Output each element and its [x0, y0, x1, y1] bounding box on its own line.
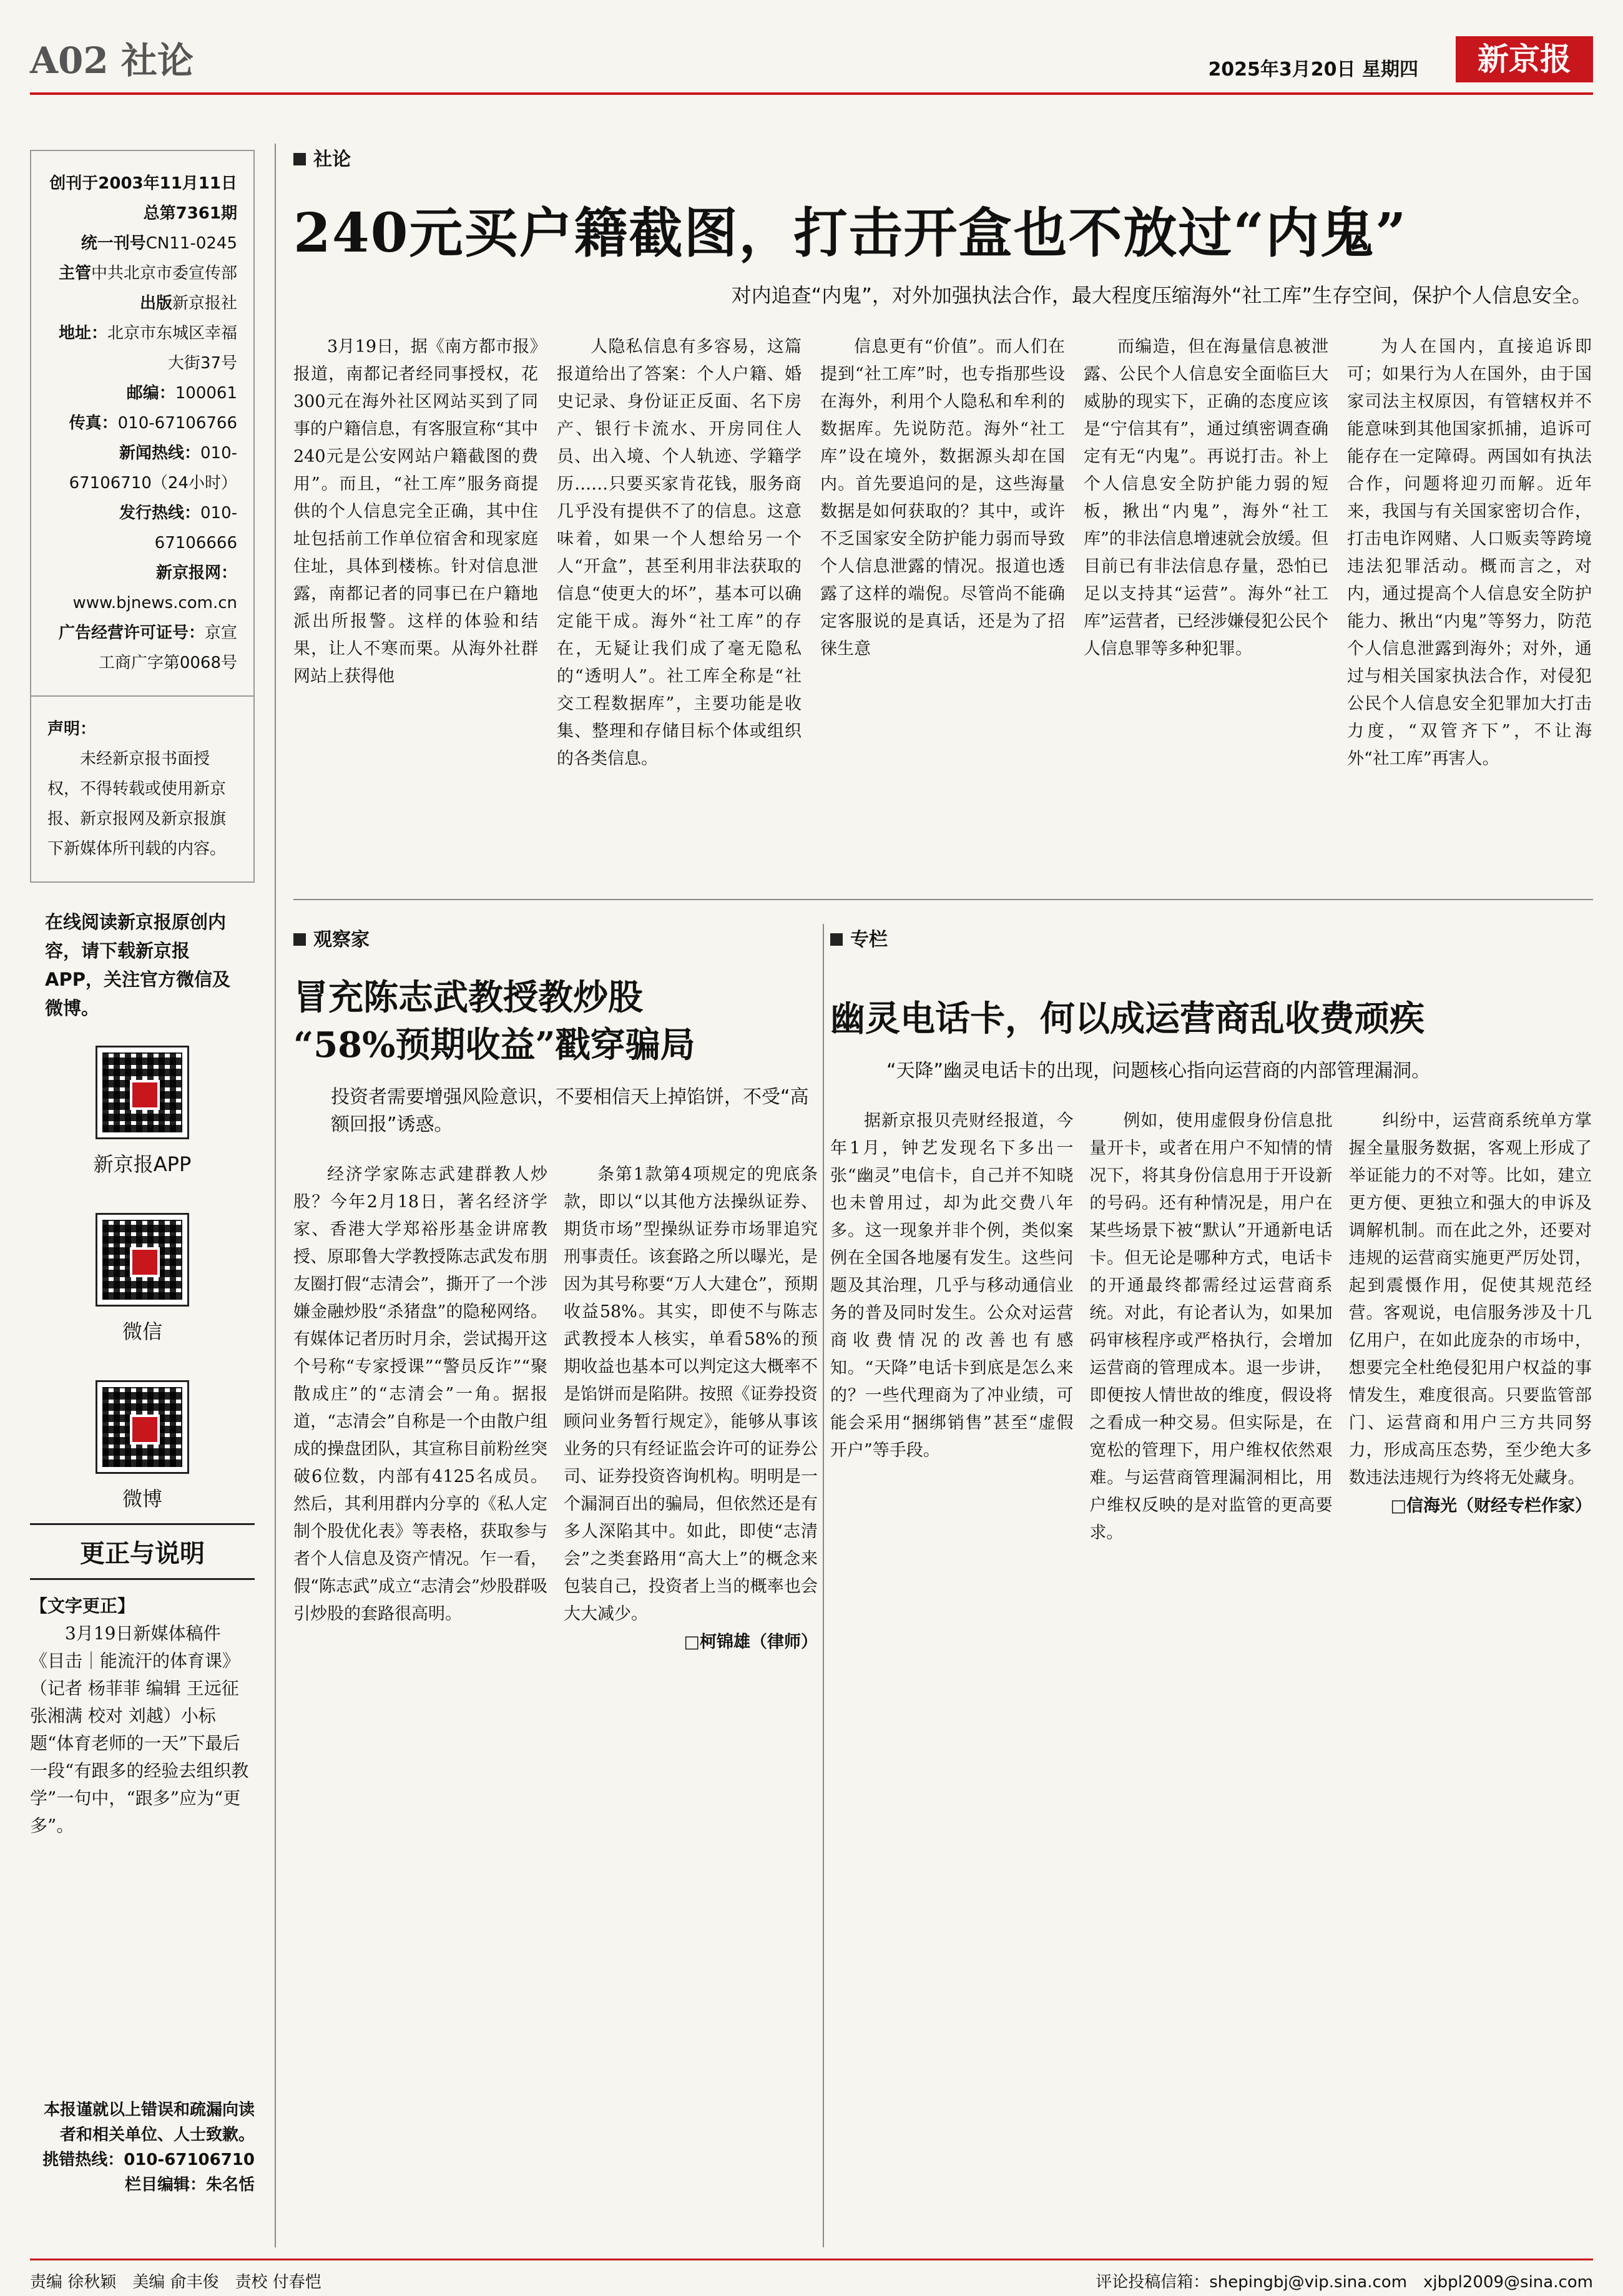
correction-box — [30, 1523, 255, 1840]
author-byline: □信海光（财经专栏作家） — [1390, 1496, 1592, 1516]
publication-info-line: 出版新京报社 — [139, 294, 237, 313]
section-tag: 观察家 — [293, 924, 818, 951]
page-footer — [30, 2259, 1593, 2292]
correction-title: 更正与说明 — [30, 1523, 255, 1580]
column-article — [830, 924, 1592, 1547]
observer-article — [293, 924, 818, 1652]
statement-text: 未经新京报书面授权，不得转载或使用新京报、新京报网及新京报旗下新媒体所刊载的内容。 — [47, 750, 227, 858]
header-rule — [30, 92, 1593, 95]
article-title: 幽灵电话卡，何以成运营商乱收费顽疾 — [830, 998, 1424, 1039]
qr-code-icon[interactable] — [97, 1215, 187, 1305]
masthead-logo: 新京报 — [1456, 36, 1593, 82]
sidebar — [30, 150, 255, 1549]
publication-info-line: 广告经营许可证号：京宣工商广字第0068号 — [58, 624, 237, 672]
divider — [275, 144, 276, 2247]
body-column: 信息更有“价值”。而人们在提到“社工库”时，也专指那些设在海外，利用个人隐私和牟利的数据库。先说防范。海外“社工库”设在境外，数据源头却在国内。首先要追问的是，这些海量数据是如何获取的？其中，或许不乏国家安全防护能力弱而导致个人信息泄露的情况。报道也透露了这样的端倪。尽管尚不能确定客服说的是真话，还是为了招徕生意 — [820, 337, 1065, 659]
footer-editors: 责编 徐秋颖 美编 俞丰俊 责校 付春恺 — [30, 2273, 321, 2292]
qr-label-app: 新京报APP — [93, 1152, 192, 1176]
qr-label-weibo: 微博 — [122, 1487, 162, 1511]
publication-info-line: 新闻热线：010-67106710（24小时） — [69, 444, 237, 493]
publication-info-line: 传真：010-67106766 — [69, 414, 237, 433]
qr-code-icon[interactable] — [97, 1047, 187, 1137]
qr-label-wechat: 微信 — [122, 1320, 162, 1343]
apology-note — [30, 2097, 255, 2197]
publication-info-line: 新京报网：www.bjnews.com.cn — [72, 564, 237, 612]
body-column: 例如，使用虚假身份信息批量开卡，或者在用户不知情的情况下，将其身份信息用于开设新的号码。还有种情况是，用户在某些场景下被“默认”开通新电话卡。但无论是哪种方式，电话卡的开通最终都需经过运营商系统。对此，有论者认为，如果加码审核程序或严格执行，会增加运营商的管理成本。退一步讲，即便按人情世故的维度，假设将之看成一种交易。但实际是，在宽松的管理下，用户维权依然艰难。与运营商管理漏洞相比，用户维权反映的是对监管的更高要求。 — [1089, 1111, 1333, 1543]
page-header — [30, 25, 1593, 94]
footer-contact[interactable]: 评论投稿信箱：shepingbj@vip.sina.com xjbpl2009@sina.com — [1096, 2273, 1593, 2292]
section-tag: 社论 — [293, 144, 1592, 171]
article-title: 240元买户籍截图，打击开盒也不放过“内鬼” — [293, 202, 1408, 265]
statement-box — [30, 697, 255, 883]
square-icon — [293, 153, 306, 165]
section-tag: 专栏 — [830, 924, 1592, 951]
body-column: 人隐私信息有多容易，这篇报道给出了答案：个人户籍、婚史记录、身份证正反面、名下房产、银行卡流水、开房同住人员、出入境、个人轨迹、学籍学历……只要买家肯花钱，服务商几乎没有提供不了的信息。这意味着，如果一个人想给另一个人“开盒”，甚至利用非法获取的信息“使更大的坏”，基本可以确定能干成。海外“社工库”的存在，无疑让我们成了毫无隐私的“透明人”。社工库全称是“社交工程数据库”，主要功能是收集、整理和存储目标个体或组织的各类信息。 — [557, 337, 802, 768]
apology-text: 本报谨就以上错误和疏漏向读者和相关单位、人士致歉。 — [43, 2101, 255, 2144]
body-column: 为人在国内，直接追诉即可；如果行为人在国外，由于国家司法主权原因，有管辖权并不能意味到其他国家抓捕，追诉可能存在一定障碍。两国如有执法合作，问题将迎刃而解。近年来，我国与有关国家密切合作，打击电诈网赌、人口贩卖等跨境违法犯罪活动。概而言之，对内，通过提高个人信息安全防护能力、揪出“内鬼”等努力，防范个人信息泄露到海外；对外，通过与相关国家执法合作，对侵犯公民个人信息安全犯罪加大打击力度，“双管齐下”，不让海外“社工库”再害人。 — [1347, 337, 1592, 768]
article-body — [293, 1161, 818, 1652]
publication-info-line: 统一刊号CN11-0245 — [81, 234, 237, 253]
square-icon — [830, 933, 843, 946]
publication-info-line: 地址：北京市东城区幸福大街37号 — [58, 324, 237, 373]
body-column: 条第1款第4项规定的兜底条款，即以“以其他方法操纵证券、期货市场”型操纵证券市场罪追究刑事责任。该套路之所以曝光，是因为其号称要“万人大建仓”，预期收益58%。其实，即使不与陈志武教授本人核实，单看58%的预期收益也基本可以判定这大概率不是馅饼而是陷阱。按照《证券投资顾问业务暂行规定》，能够从事该业务的只有经证监会许可的证券公司、证券投资咨询机构。明明是一个漏洞百出的骗局，但依然还是有多人深陷其中。如此，即使“志清会”之类套路用“高大上”的概念来包装自己，投资者上当的概率也会大大减少。 — [564, 1165, 818, 1624]
issue-date: 2025年3月20日 星期四 — [1208, 59, 1418, 81]
publication-info-line: 总第7361期 — [143, 204, 237, 223]
correction-tag: 【文字更正】 — [30, 1596, 135, 1616]
body-column: 经济学家陈志武建群教人炒股？今年2月18日，著名经济学家、香港大学郑裕彤基金讲席教授、原耶鲁大学教授陈志武发布朋友圈打假“志清会”，撕开了一个涉嫌金融炒股“杀猪盘”的隐秘网络。有媒体记者历时月余，尝试揭开这个号称“专家授课”“警员反诈”“聚散成庄”的“志清会”一角。据报道，“志清会”自称是一个由散户组成的操盘团队，其宣称目前粉丝突破6位数，内部有4125名成员。然后，其利用群内分享的《私人定制个股优化表》等表格，获取参与者个人信息及资产情况。乍一看，假“陈志武”成立“志清会”炒股群吸引炒股的套路很高明。 — [293, 1165, 547, 1624]
section-divider — [293, 899, 1593, 900]
publication-info-line: 发行热线：010-67106666 — [119, 504, 237, 552]
qr-code-icon[interactable] — [97, 1382, 187, 1472]
article-body — [830, 1107, 1592, 1547]
promo-text: 在线阅读新京报原创内容，请下载新京报APP，关注官方微信及微博。 — [45, 911, 230, 1019]
article-title: 冒充陈志武教授教炒股 “58%预期收益”戳穿骗局 — [293, 977, 695, 1066]
article-subtitle: 对内追查“内鬼”，对外加强执法合作，最大程度压缩海外“社工库”生存空间，保护个人信息安全。 — [731, 283, 1592, 307]
divider — [823, 924, 824, 2247]
publication-info-line: 邮编：100061 — [126, 384, 237, 403]
author-byline: □柯锦雄（律师） — [684, 1632, 818, 1652]
page-id: A02 社论 — [30, 39, 194, 82]
article-subtitle: “天降”幽灵电话卡的出现，问题核心指向运营商的内部管理漏洞。 — [886, 1060, 1431, 1082]
square-icon — [293, 933, 306, 946]
publication-info — [30, 150, 255, 697]
hotline: 挑错热线：010-67106710 — [42, 2151, 255, 2169]
publication-info-line: 创刊于2003年11月11日 — [49, 174, 237, 193]
publication-info-line: 主管中共北京市委宣传部 — [58, 264, 237, 283]
article-subtitle: 投资者需要增强风险意识，不要相信天上掉馅饼，不受“高额回报”诱惑。 — [331, 1086, 809, 1136]
body-column: 3月19日，据《南方都市报》报道，南都记者经同事授权，花300元在海外社区网站买到了同事的户籍信息，有客服宣称“其中240元是公安网站户籍截图的费用”。而且，“社工库”服务商提供的个人信息完全正确，其中住址包括前工作单位宿舍和现家庭住址，具体到楼栋。针对信息泄露，南都记者的同事已在户籍地派出所报警。这样的体验和结果，让人不寒而栗。从海外社群网站上获得他 — [293, 337, 538, 686]
article-body — [293, 333, 1592, 773]
column-editor: 栏目编辑：朱名恬 — [124, 2176, 255, 2194]
statement-title: 声明： — [47, 720, 97, 738]
body-column: 而编造，但在海量信息被泄露、公民个人信息安全面临巨大威胁的现实下，正确的态度应该是“宁信其有”，通过缜密调查确定有无“内鬼”。再说打击。补上个人信息安全防护能力弱的短板，揪出“内鬼”，海外“社工库”的非法信息增速就会放缓。但目前已有非法信息存量，恐怕已足以支持其“运营”。海外“社工库”运营者，已经涉嫌侵犯公民个人信息罪等多种犯罪。 — [1084, 337, 1328, 659]
body-column: 据新京报贝壳财经报道，今年1月，钟艺发现名下多出一张“幽灵”电信卡，自己并不知晓也未曾用过，却为此交费八年多。这一现象并非个例，类似案例在全国各地屡有发生。这些问题及其治理，几乎与移动通信业务的普及同时发生。公众对运营商收费情况的改善也有感知。“天降”电话卡到底是怎么来的？一些代理商为了冲业绩，可能会采用“捆绑销售”甚至“虚假开户”等手段。 — [830, 1111, 1074, 1460]
editorial-article — [293, 144, 1592, 773]
qr-codes — [30, 1047, 255, 1512]
body-column: 纠纷中，运营商系统单方掌握全量服务数据，客观上形成了举证能力的不对等。比如，建立更方便、更独立和强大的申诉及调解机制。而在此之外，还要对违规的运营商实施更严厉处罚，起到震慑作用，促使其规范经营。客观说，电信服务涉及十几亿用户，在如此庞杂的市场中，想要完全杜绝侵犯用户权益的事情发生，难度很高。只要监管部门、运营商和用户三方共同努力，形成高压态势，至少绝大多数违法违规行为终将无处藏身。 — [1348, 1111, 1592, 1488]
correction-text: 3月19日新媒体稿件《目击｜能流汗的体育课》（记者 杨菲菲 编辑 王远征 张湘满 校对 刘越）小标题“体育老师的一天”下最后一段“有跟多的经验去组织教学”一句中，“跟多”应为“更多”。 — [30, 1623, 249, 1836]
